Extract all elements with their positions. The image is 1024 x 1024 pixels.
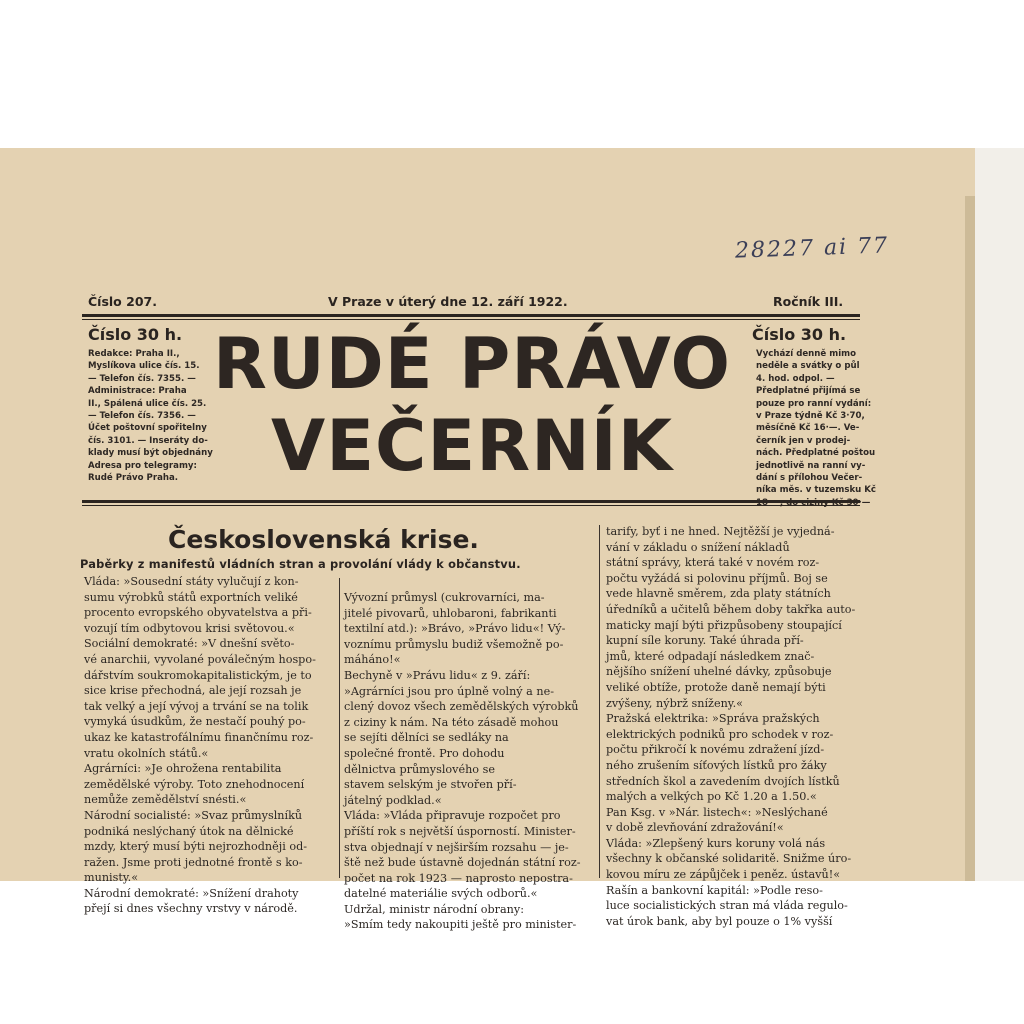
article-line: Národní socialisté: »Svaz průmyslníků: [84, 808, 303, 822]
article-line: Sociální demokraté: »V dnešní světo-: [84, 637, 295, 651]
paper-right-margin: [975, 148, 1024, 881]
left-ear-line: Redakce: Praha II.,: [88, 349, 180, 359]
right-ear-line: dání s přílohou Večer-: [756, 473, 863, 484]
article-line: ště než bude ústavně dojednán státní roz-: [344, 856, 581, 870]
article-line: středních škol a zavedením dvojích lístků: [606, 774, 840, 788]
article-line: jmů, které odpadají následkem znač-: [606, 649, 815, 663]
left-ear-line: čís. 3101. — Inseráty do-: [88, 435, 208, 446]
article-line: se sejíti dělníci se sedláky na: [344, 731, 509, 745]
column-divider-1: [339, 578, 340, 878]
article-line: luce socialistických stran má vláda regulo-: [606, 899, 848, 913]
article-line: zvýšeny, nýbrž sníženy.«: [606, 696, 744, 710]
price-left: Číslo 30 h.: [88, 325, 183, 344]
masthead-rule: [82, 500, 860, 503]
article-line: z ciziny k nám. Na této zásadě mohou: [344, 715, 559, 729]
article-line: nemůže zemědělství snésti.«: [84, 793, 247, 807]
masthead-rule-thin: [82, 505, 860, 506]
left-ear-line: II., Spálená ulice čís. 25.: [88, 398, 207, 409]
article-line: sice krise přechodná, ale její rozsah je: [84, 684, 302, 698]
right-ear-line: pouze pro ranní vydání:: [756, 398, 872, 409]
article-line: Vláda: »Zlepšený kurs koruny volá nás: [606, 836, 826, 850]
article-line: Pražská elektrika: »Správa pražských: [606, 712, 820, 726]
right-ear-line: měsíčně Kč 16·—. Ve-: [756, 423, 860, 434]
left-ear-line: Rudé Právo Praha.: [88, 473, 179, 484]
article-line: v době zlevňování zdražování!«: [606, 821, 784, 835]
article-line: počtu přikročí k novému zdražení jízd-: [606, 743, 825, 757]
paper-edge: [965, 196, 975, 881]
article-line: zemědělské výroby. Toto znehodnocení: [84, 777, 305, 791]
right-ear-line: 4. hod. odpol. —: [756, 373, 835, 384]
article-line: voznímu průmyslu budiž všemožně po-: [344, 637, 564, 651]
article-line: »Smím tedy nakoupiti ještě pro minister-: [344, 918, 577, 932]
article-line: vymyká úsudkům, že nestačí pouhý po-: [84, 715, 306, 729]
right-ear-line: v Praze týdně Kč 3·70,: [756, 411, 865, 422]
right-ear-line: černík jen v prodej-: [756, 435, 851, 446]
article-line: játelný podklad.«: [344, 793, 442, 807]
article-line: datelné materiálie svých odborů.«: [344, 887, 538, 901]
article-line: Bechyně v »Právu lidu« z 9. září:: [344, 668, 531, 682]
article-line: stavem selským je stvořen pří-: [344, 778, 517, 792]
article-line: kupní síle koruny. Také úhrada pří-: [606, 634, 804, 648]
article-line: Pan Ksg. v »Nár. listech«: »Neslýchané: [606, 805, 828, 819]
right-ear-line: nách. Předplatné poštou: [756, 448, 876, 459]
article-line: vání v základu o snížení nákladů: [606, 540, 790, 554]
article-line: sumu výrobků států exportních veliké: [84, 590, 298, 604]
right-ear-line: jednotlivě na ranní vy-: [756, 460, 866, 471]
article-line: vat úrok bank, aby byl pouze o 1% vyšší: [606, 914, 833, 928]
article-line: Vláda: »Vláda připravuje rozpočet pro: [344, 809, 561, 823]
left-ear-line: Adresa pro telegramy:: [88, 460, 197, 471]
article-column-3: [606, 524, 864, 928]
article-line: máháno!«: [344, 653, 401, 667]
article-line: malých a velkých po Kč 1.20 a 1.50.«: [606, 790, 817, 804]
right-ear-line: níka měs. v tuzemsku Kč: [756, 485, 877, 496]
article-line: veliké obtíže, protože daně nemají býti: [606, 680, 826, 694]
article-subheadline: Paběrky z manifestů vládních stran a provolání vlády k občanstvu.: [80, 557, 521, 571]
article-line: »Agrárníci jsou pro úplně volný a ne-: [344, 684, 555, 698]
article-line: všechny k občanské solidaritě. Snižme úro-: [606, 852, 852, 866]
article-line: textilní atd.): »Brávo, »Právo lidu«! Vý-: [344, 622, 566, 636]
article-line: nějšího snížení uhelné dávky, způsobuje: [606, 665, 832, 679]
right-ear-line: Vychází denně mimo: [756, 349, 856, 359]
article-line: počet na rok 1923 — naprosto nepostra-: [344, 871, 573, 885]
price-right: Číslo 30 h.: [752, 325, 847, 344]
article-line: maticky mají býti přizpůsobeny stoupající: [606, 618, 842, 632]
column-divider-2: [599, 525, 600, 878]
article-line: počtu vyžádá si polovinu příjmů. Boj se: [606, 571, 828, 585]
article-line: podniká neslýchaný útok na dělnické: [84, 824, 294, 838]
left-ear-line: Administrace: Praha: [88, 386, 187, 397]
article-line: Udržal, ministr národní obrany:: [344, 902, 524, 916]
article-line: jitelé pivovarů, uhlobaroni, fabrikanti: [344, 606, 557, 620]
article-line: společné frontě. Pro dohodu: [344, 746, 505, 760]
masthead-subtitle: VEČERNÍK: [271, 405, 673, 487]
right-ear-line: neděle a svátky o půl: [756, 361, 860, 372]
right-ear-box: [756, 348, 877, 509]
article-line: kovou míru ze zápůjček i peněz. ústavů!«: [606, 868, 841, 882]
article-line: ukaz ke katastrofálnímu finančnímu roz-: [84, 730, 314, 744]
left-ear-box: [88, 348, 213, 484]
article-line: mzdy, který musí býti nejrozhodněji od-: [84, 840, 308, 854]
left-ear-line: Účet poštovní spořitelny: [88, 423, 207, 434]
article-line: dělnictva průmyslového se: [344, 762, 495, 776]
handwritten-note: 28227 ai 77: [734, 233, 890, 264]
article-line: procento evropského obyvatelstva a při-: [84, 606, 312, 620]
article-line: vratu okolních států.«: [84, 746, 209, 760]
left-ear-line: Myslíkova ulice čís. 15.: [88, 361, 200, 372]
article-line: tarify, byť i ne hned. Nejtěžší je vyjedná-: [606, 525, 835, 538]
right-ear-line: [756, 497, 864, 509]
article-line: ražen. Jsme proti jednotné frontě s ko-: [84, 855, 303, 869]
article-line: Rašín a bankovní kapitál: »Podle reso-: [606, 883, 823, 897]
article-line: tak velký a její vývoj a trvání se na tolik: [84, 699, 309, 713]
issue-number: Číslo 207.: [88, 294, 157, 309]
article-line: příští rok s největší úsporností. Minister-: [344, 824, 576, 838]
article-line: Agrárníci: »Je ohrožena rentabilita: [84, 762, 282, 776]
article-line: elektrických podniků pro schodek v roz-: [606, 727, 834, 741]
masthead-title: RUDÉ PRÁVO: [212, 323, 732, 405]
right-ear-line: Předplatné přijímá se: [756, 386, 861, 397]
top-rule: [82, 314, 860, 317]
article-line: Národní demokraté: »Snížení drahoty: [84, 886, 299, 900]
left-ear-line: — Telefon čís. 7356. —: [88, 411, 196, 422]
left-ear-line: — Telefon čís. 7355. —: [88, 373, 196, 384]
article-line: ného zrušením síťových lístků pro žáky: [606, 758, 827, 772]
article-line: Vláda: »Sousední státy vylučují z kon-: [84, 575, 299, 588]
article-column-1: [84, 574, 334, 916]
issue-dateline: V Praze v úterý dne 12. září 1922.: [328, 294, 568, 309]
article-headline: Československá krise.: [168, 525, 479, 554]
article-line: vede hlavně směrem, zda platy státních: [606, 587, 831, 601]
left-ear-line: klady musí být objednány: [88, 448, 213, 459]
article-line: státní správy, která také v novém roz-: [606, 556, 820, 570]
article-line: Vývozní průmysl (cukrovarníci, ma-: [344, 591, 545, 604]
article-line: úředníků a učitelů během doby takřka auto-: [606, 602, 856, 616]
article-line: dářstvím soukromokapitalistickým, je to: [84, 668, 312, 682]
article-line: přejí si dnes všechny vrstvy v národě.: [84, 902, 298, 916]
top-rule-thin: [82, 319, 860, 320]
article-line: stva objednají v nejširším rozsahu — je-: [344, 840, 569, 854]
issue-volume: Ročník III.: [773, 294, 844, 309]
article-line: clený dovoz všech zemědělských výrobků: [344, 700, 579, 714]
article-line: vozují tím odbytovou krisi světovou.«: [84, 621, 295, 635]
article-column-2: [344, 590, 596, 932]
article-line: munisty.«: [84, 871, 139, 885]
article-line: vé anarchii, vyvolané poválečným hospo-: [84, 652, 316, 666]
